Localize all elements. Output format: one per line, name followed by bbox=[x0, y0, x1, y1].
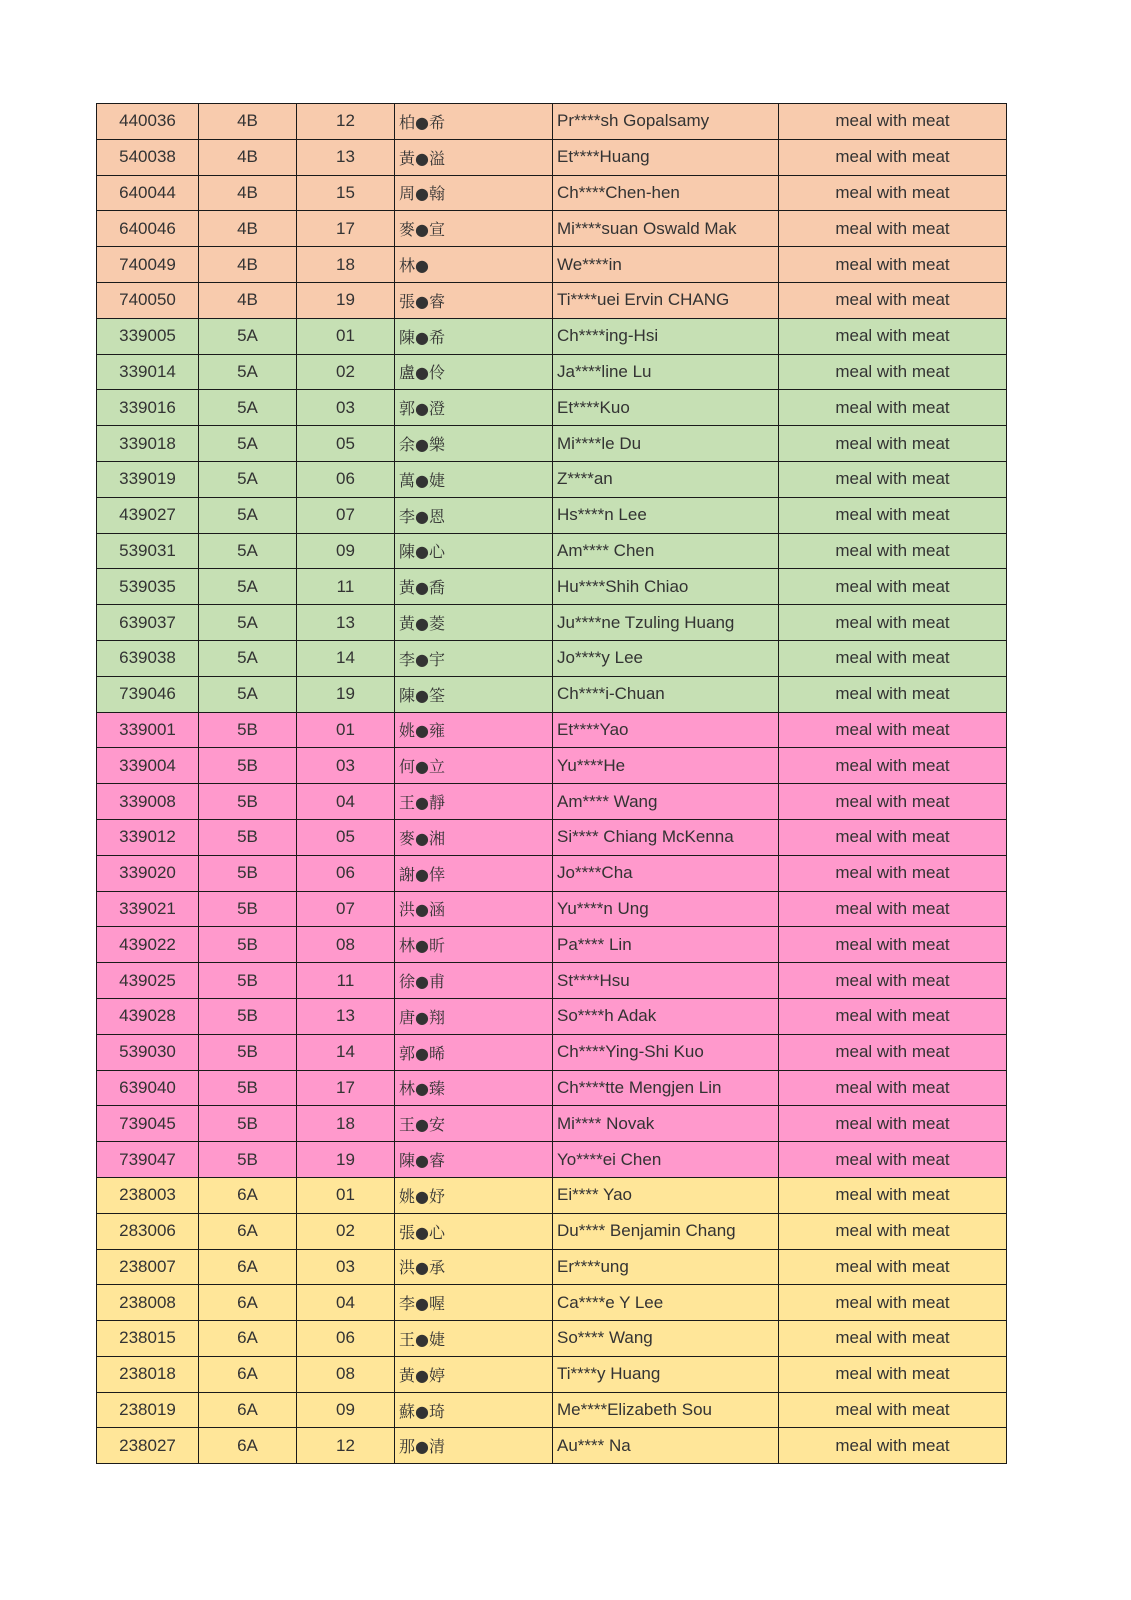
meal-type-cell: meal with meat bbox=[779, 247, 1007, 283]
seat-number-cell: 12 bbox=[297, 1428, 395, 1464]
chinese-name-cell: 郭●晞 bbox=[395, 1034, 553, 1070]
table-row bbox=[97, 998, 1007, 1034]
chinese-name-cell: 麥●宣 bbox=[395, 211, 553, 247]
english-name-cell: Yu****n Ung bbox=[553, 891, 779, 927]
class-cell: 4B bbox=[199, 282, 297, 318]
chinese-name-cell: 柏●希 bbox=[395, 104, 553, 140]
table-row bbox=[97, 1177, 1007, 1213]
english-name-cell: Pr****sh Gopalsamy bbox=[553, 104, 779, 140]
table-row bbox=[97, 497, 1007, 533]
class-cell: 6A bbox=[199, 1285, 297, 1321]
student-id-cell: 339016 bbox=[97, 390, 199, 426]
seat-number-cell: 08 bbox=[297, 927, 395, 963]
class-cell: 5B bbox=[199, 998, 297, 1034]
table-row bbox=[97, 461, 1007, 497]
english-name-cell: Si**** Chiang McKenna bbox=[553, 819, 779, 855]
meal-type-cell: meal with meat bbox=[779, 1321, 1007, 1357]
class-cell: 6A bbox=[199, 1213, 297, 1249]
class-cell: 5A bbox=[199, 354, 297, 390]
english-name-cell: Am**** Wang bbox=[553, 784, 779, 820]
student-id-cell: 339020 bbox=[97, 855, 199, 891]
chinese-name-cell: 王●婕 bbox=[395, 1321, 553, 1357]
english-name-cell: Et****Yao bbox=[553, 712, 779, 748]
seat-number-cell: 13 bbox=[297, 605, 395, 641]
table-row bbox=[97, 1070, 1007, 1106]
meal-type-cell: meal with meat bbox=[779, 282, 1007, 318]
table-row bbox=[97, 211, 1007, 247]
student-id-cell: 640046 bbox=[97, 211, 199, 247]
chinese-name-cell: 林● bbox=[395, 247, 553, 283]
student-id-cell: 339001 bbox=[97, 712, 199, 748]
class-cell: 5B bbox=[199, 927, 297, 963]
table-row bbox=[97, 1285, 1007, 1321]
meal-type-cell: meal with meat bbox=[779, 1034, 1007, 1070]
seat-number-cell: 07 bbox=[297, 497, 395, 533]
seat-number-cell: 02 bbox=[297, 354, 395, 390]
chinese-name-cell: 黃●菱 bbox=[395, 605, 553, 641]
student-id-cell: 339018 bbox=[97, 426, 199, 462]
seat-number-cell: 06 bbox=[297, 461, 395, 497]
meal-type-cell: meal with meat bbox=[779, 175, 1007, 211]
seat-number-cell: 01 bbox=[297, 1177, 395, 1213]
table-row bbox=[97, 1249, 1007, 1285]
class-cell: 5A bbox=[199, 426, 297, 462]
seat-number-cell: 19 bbox=[297, 282, 395, 318]
class-cell: 5B bbox=[199, 1106, 297, 1142]
class-cell: 6A bbox=[199, 1177, 297, 1213]
student-id-cell: 238027 bbox=[97, 1428, 199, 1464]
english-name-cell: Ei**** Yao bbox=[553, 1177, 779, 1213]
class-cell: 5B bbox=[199, 1070, 297, 1106]
english-name-cell: Ca****e Y Lee bbox=[553, 1285, 779, 1321]
meal-type-cell: meal with meat bbox=[779, 891, 1007, 927]
meal-type-cell: meal with meat bbox=[779, 1070, 1007, 1106]
table-row bbox=[97, 1142, 1007, 1178]
table-row bbox=[97, 1356, 1007, 1392]
english-name-cell: Ti****y Huang bbox=[553, 1356, 779, 1392]
chinese-name-cell: 林●臻 bbox=[395, 1070, 553, 1106]
table-row bbox=[97, 354, 1007, 390]
class-cell: 5A bbox=[199, 461, 297, 497]
class-cell: 5A bbox=[199, 676, 297, 712]
seat-number-cell: 12 bbox=[297, 104, 395, 140]
student-id-cell: 339019 bbox=[97, 461, 199, 497]
table-row bbox=[97, 640, 1007, 676]
chinese-name-cell: 陳●筌 bbox=[395, 676, 553, 712]
chinese-name-cell: 何●立 bbox=[395, 748, 553, 784]
table-row bbox=[97, 784, 1007, 820]
english-name-cell: Hu****Shih Chiao bbox=[553, 569, 779, 605]
class-cell: 5B bbox=[199, 855, 297, 891]
meal-type-cell: meal with meat bbox=[779, 390, 1007, 426]
chinese-name-cell: 余●樂 bbox=[395, 426, 553, 462]
chinese-name-cell: 張●睿 bbox=[395, 282, 553, 318]
english-name-cell: Jo****y Lee bbox=[553, 640, 779, 676]
student-id-cell: 439028 bbox=[97, 998, 199, 1034]
class-cell: 5B bbox=[199, 1142, 297, 1178]
table-row bbox=[97, 139, 1007, 175]
seat-number-cell: 04 bbox=[297, 1285, 395, 1321]
english-name-cell: Hs****n Lee bbox=[553, 497, 779, 533]
class-cell: 5B bbox=[199, 819, 297, 855]
seat-number-cell: 17 bbox=[297, 1070, 395, 1106]
seat-number-cell: 11 bbox=[297, 963, 395, 999]
student-id-cell: 238015 bbox=[97, 1321, 199, 1357]
chinese-name-cell: 謝●倖 bbox=[395, 855, 553, 891]
class-cell: 6A bbox=[199, 1356, 297, 1392]
seat-number-cell: 09 bbox=[297, 1392, 395, 1428]
table-row bbox=[97, 1321, 1007, 1357]
chinese-name-cell: 洪●涵 bbox=[395, 891, 553, 927]
english-name-cell: Et****Kuo bbox=[553, 390, 779, 426]
seat-number-cell: 01 bbox=[297, 712, 395, 748]
meal-type-cell: meal with meat bbox=[779, 211, 1007, 247]
table-row bbox=[97, 748, 1007, 784]
chinese-name-cell: 洪●承 bbox=[395, 1249, 553, 1285]
meal-type-cell: meal with meat bbox=[779, 748, 1007, 784]
meal-type-cell: meal with meat bbox=[779, 1249, 1007, 1285]
student-id-cell: 539031 bbox=[97, 533, 199, 569]
table-row bbox=[97, 963, 1007, 999]
seat-number-cell: 13 bbox=[297, 139, 395, 175]
chinese-name-cell: 陳●睿 bbox=[395, 1142, 553, 1178]
class-cell: 5A bbox=[199, 640, 297, 676]
student-id-cell: 339014 bbox=[97, 354, 199, 390]
chinese-name-cell: 蘇●琦 bbox=[395, 1392, 553, 1428]
seat-number-cell: 19 bbox=[297, 676, 395, 712]
student-id-cell: 238018 bbox=[97, 1356, 199, 1392]
chinese-name-cell: 王●安 bbox=[395, 1106, 553, 1142]
class-cell: 5A bbox=[199, 533, 297, 569]
meal-type-cell: meal with meat bbox=[779, 784, 1007, 820]
student-id-cell: 339012 bbox=[97, 819, 199, 855]
table-row bbox=[97, 712, 1007, 748]
english-name-cell: So****h Adak bbox=[553, 998, 779, 1034]
seat-number-cell: 18 bbox=[297, 1106, 395, 1142]
seat-number-cell: 11 bbox=[297, 569, 395, 605]
chinese-name-cell: 林●昕 bbox=[395, 927, 553, 963]
meal-type-cell: meal with meat bbox=[779, 712, 1007, 748]
table-row bbox=[97, 855, 1007, 891]
class-cell: 4B bbox=[199, 139, 297, 175]
meal-type-cell: meal with meat bbox=[779, 819, 1007, 855]
seat-number-cell: 09 bbox=[297, 533, 395, 569]
seat-number-cell: 06 bbox=[297, 1321, 395, 1357]
student-id-cell: 238019 bbox=[97, 1392, 199, 1428]
student-id-cell: 540038 bbox=[97, 139, 199, 175]
chinese-name-cell: 張●心 bbox=[395, 1213, 553, 1249]
english-name-cell: Me****Elizabeth Sou bbox=[553, 1392, 779, 1428]
seat-number-cell: 05 bbox=[297, 426, 395, 462]
class-cell: 5B bbox=[199, 712, 297, 748]
english-name-cell: Et****Huang bbox=[553, 139, 779, 175]
meal-type-cell: meal with meat bbox=[779, 318, 1007, 354]
student-id-cell: 283006 bbox=[97, 1213, 199, 1249]
meal-type-cell: meal with meat bbox=[779, 461, 1007, 497]
table-row bbox=[97, 247, 1007, 283]
seat-number-cell: 18 bbox=[297, 247, 395, 283]
student-id-cell: 339021 bbox=[97, 891, 199, 927]
seat-number-cell: 03 bbox=[297, 390, 395, 426]
english-name-cell: Du**** Benjamin Chang bbox=[553, 1213, 779, 1249]
seat-number-cell: 03 bbox=[297, 748, 395, 784]
meal-type-cell: meal with meat bbox=[779, 927, 1007, 963]
class-cell: 4B bbox=[199, 104, 297, 140]
meal-type-cell: meal with meat bbox=[779, 1428, 1007, 1464]
english-name-cell: Ti****uei Ervin CHANG bbox=[553, 282, 779, 318]
student-id-cell: 339005 bbox=[97, 318, 199, 354]
english-name-cell: Mi****le Du bbox=[553, 426, 779, 462]
english-name-cell: Ch****i-Chuan bbox=[553, 676, 779, 712]
seat-number-cell: 14 bbox=[297, 640, 395, 676]
meal-type-cell: meal with meat bbox=[779, 1213, 1007, 1249]
english-name-cell: We****in bbox=[553, 247, 779, 283]
chinese-name-cell: 李●恩 bbox=[395, 497, 553, 533]
chinese-name-cell: 那●清 bbox=[395, 1428, 553, 1464]
meal-type-cell: meal with meat bbox=[779, 497, 1007, 533]
chinese-name-cell: 麥●湘 bbox=[395, 819, 553, 855]
table-row bbox=[97, 1428, 1007, 1464]
english-name-cell: Am**** Chen bbox=[553, 533, 779, 569]
student-id-cell: 238008 bbox=[97, 1285, 199, 1321]
meal-type-cell: meal with meat bbox=[779, 1392, 1007, 1428]
meal-type-cell: meal with meat bbox=[779, 1177, 1007, 1213]
student-id-cell: 339008 bbox=[97, 784, 199, 820]
class-cell: 5B bbox=[199, 1034, 297, 1070]
class-cell: 5B bbox=[199, 891, 297, 927]
meal-type-cell: meal with meat bbox=[779, 533, 1007, 569]
student-id-cell: 739047 bbox=[97, 1142, 199, 1178]
table-row bbox=[97, 569, 1007, 605]
meal-type-cell: meal with meat bbox=[779, 139, 1007, 175]
student-id-cell: 339004 bbox=[97, 748, 199, 784]
chinese-name-cell: 黃●喬 bbox=[395, 569, 553, 605]
student-id-cell: 440036 bbox=[97, 104, 199, 140]
chinese-name-cell: 黃●溢 bbox=[395, 139, 553, 175]
meal-type-cell: meal with meat bbox=[779, 998, 1007, 1034]
english-name-cell: St****Hsu bbox=[553, 963, 779, 999]
student-id-cell: 739045 bbox=[97, 1106, 199, 1142]
seat-number-cell: 01 bbox=[297, 318, 395, 354]
english-name-cell: Ja****line Lu bbox=[553, 354, 779, 390]
table-row bbox=[97, 175, 1007, 211]
class-cell: 5B bbox=[199, 748, 297, 784]
english-name-cell: Ch****Chen-hen bbox=[553, 175, 779, 211]
student-id-cell: 740049 bbox=[97, 247, 199, 283]
table-row bbox=[97, 891, 1007, 927]
chinese-name-cell: 王●靜 bbox=[395, 784, 553, 820]
chinese-name-cell: 李●喔 bbox=[395, 1285, 553, 1321]
meal-type-cell: meal with meat bbox=[779, 1356, 1007, 1392]
seat-number-cell: 06 bbox=[297, 855, 395, 891]
meal-type-cell: meal with meat bbox=[779, 640, 1007, 676]
english-name-cell: Mi**** Novak bbox=[553, 1106, 779, 1142]
english-name-cell: Yu****He bbox=[553, 748, 779, 784]
english-name-cell: Ch****tte Mengjen Lin bbox=[553, 1070, 779, 1106]
meal-roster-table bbox=[96, 103, 1007, 1464]
class-cell: 4B bbox=[199, 211, 297, 247]
student-id-cell: 539035 bbox=[97, 569, 199, 605]
chinese-name-cell: 陳●希 bbox=[395, 318, 553, 354]
english-name-cell: Yo****ei Chen bbox=[553, 1142, 779, 1178]
student-id-cell: 640044 bbox=[97, 175, 199, 211]
class-cell: 6A bbox=[199, 1428, 297, 1464]
chinese-name-cell: 周●翰 bbox=[395, 175, 553, 211]
class-cell: 5A bbox=[199, 318, 297, 354]
seat-number-cell: 13 bbox=[297, 998, 395, 1034]
class-cell: 5B bbox=[199, 784, 297, 820]
student-id-cell: 539030 bbox=[97, 1034, 199, 1070]
chinese-name-cell: 姚●妤 bbox=[395, 1177, 553, 1213]
student-id-cell: 238003 bbox=[97, 1177, 199, 1213]
table-row bbox=[97, 605, 1007, 641]
student-id-cell: 439022 bbox=[97, 927, 199, 963]
table-row bbox=[97, 927, 1007, 963]
table-row bbox=[97, 1392, 1007, 1428]
class-cell: 6A bbox=[199, 1392, 297, 1428]
seat-number-cell: 07 bbox=[297, 891, 395, 927]
table-row bbox=[97, 533, 1007, 569]
table-row bbox=[97, 676, 1007, 712]
table-row bbox=[97, 390, 1007, 426]
class-cell: 6A bbox=[199, 1321, 297, 1357]
meal-type-cell: meal with meat bbox=[779, 605, 1007, 641]
english-name-cell: So**** Wang bbox=[553, 1321, 779, 1357]
chinese-name-cell: 姚●雍 bbox=[395, 712, 553, 748]
seat-number-cell: 17 bbox=[297, 211, 395, 247]
meal-type-cell: meal with meat bbox=[779, 1106, 1007, 1142]
class-cell: 5B bbox=[199, 963, 297, 999]
class-cell: 5A bbox=[199, 390, 297, 426]
roster-body bbox=[97, 104, 1007, 1464]
seat-number-cell: 19 bbox=[297, 1142, 395, 1178]
table-row bbox=[97, 819, 1007, 855]
table-row bbox=[97, 104, 1007, 140]
class-cell: 4B bbox=[199, 175, 297, 211]
meal-type-cell: meal with meat bbox=[779, 426, 1007, 462]
student-id-cell: 639038 bbox=[97, 640, 199, 676]
class-cell: 6A bbox=[199, 1249, 297, 1285]
table-row bbox=[97, 426, 1007, 462]
chinese-name-cell: 萬●婕 bbox=[395, 461, 553, 497]
meal-type-cell: meal with meat bbox=[779, 354, 1007, 390]
english-name-cell: Ch****Ying-Shi Kuo bbox=[553, 1034, 779, 1070]
student-id-cell: 639040 bbox=[97, 1070, 199, 1106]
class-cell: 5A bbox=[199, 497, 297, 533]
seat-number-cell: 05 bbox=[297, 819, 395, 855]
english-name-cell: Jo****Cha bbox=[553, 855, 779, 891]
chinese-name-cell: 唐●翔 bbox=[395, 998, 553, 1034]
english-name-cell: Er****ung bbox=[553, 1249, 779, 1285]
table-row bbox=[97, 318, 1007, 354]
meal-type-cell: meal with meat bbox=[779, 1142, 1007, 1178]
student-id-cell: 238007 bbox=[97, 1249, 199, 1285]
english-name-cell: Z****an bbox=[553, 461, 779, 497]
chinese-name-cell: 陳●心 bbox=[395, 533, 553, 569]
english-name-cell: Mi****suan Oswald Mak bbox=[553, 211, 779, 247]
chinese-name-cell: 郭●澄 bbox=[395, 390, 553, 426]
english-name-cell: Au**** Na bbox=[553, 1428, 779, 1464]
meal-type-cell: meal with meat bbox=[779, 104, 1007, 140]
meal-type-cell: meal with meat bbox=[779, 1285, 1007, 1321]
chinese-name-cell: 盧●伶 bbox=[395, 354, 553, 390]
seat-number-cell: 03 bbox=[297, 1249, 395, 1285]
english-name-cell: Ju****ne Tzuling Huang bbox=[553, 605, 779, 641]
chinese-name-cell: 黃●婷 bbox=[395, 1356, 553, 1392]
student-id-cell: 739046 bbox=[97, 676, 199, 712]
student-id-cell: 439025 bbox=[97, 963, 199, 999]
student-id-cell: 439027 bbox=[97, 497, 199, 533]
meal-type-cell: meal with meat bbox=[779, 676, 1007, 712]
table-row bbox=[97, 1106, 1007, 1142]
seat-number-cell: 15 bbox=[297, 175, 395, 211]
meal-type-cell: meal with meat bbox=[779, 855, 1007, 891]
table-row bbox=[97, 1034, 1007, 1070]
table-row bbox=[97, 1213, 1007, 1249]
student-id-cell: 740050 bbox=[97, 282, 199, 318]
seat-number-cell: 08 bbox=[297, 1356, 395, 1392]
seat-number-cell: 02 bbox=[297, 1213, 395, 1249]
student-id-cell: 639037 bbox=[97, 605, 199, 641]
table-row bbox=[97, 282, 1007, 318]
english-name-cell: Pa**** Lin bbox=[553, 927, 779, 963]
class-cell: 4B bbox=[199, 247, 297, 283]
class-cell: 5A bbox=[199, 569, 297, 605]
seat-number-cell: 04 bbox=[297, 784, 395, 820]
meal-type-cell: meal with meat bbox=[779, 569, 1007, 605]
meal-type-cell: meal with meat bbox=[779, 963, 1007, 999]
seat-number-cell: 14 bbox=[297, 1034, 395, 1070]
class-cell: 5A bbox=[199, 605, 297, 641]
chinese-name-cell: 徐●甫 bbox=[395, 963, 553, 999]
chinese-name-cell: 李●宇 bbox=[395, 640, 553, 676]
english-name-cell: Ch****ing-Hsi bbox=[553, 318, 779, 354]
